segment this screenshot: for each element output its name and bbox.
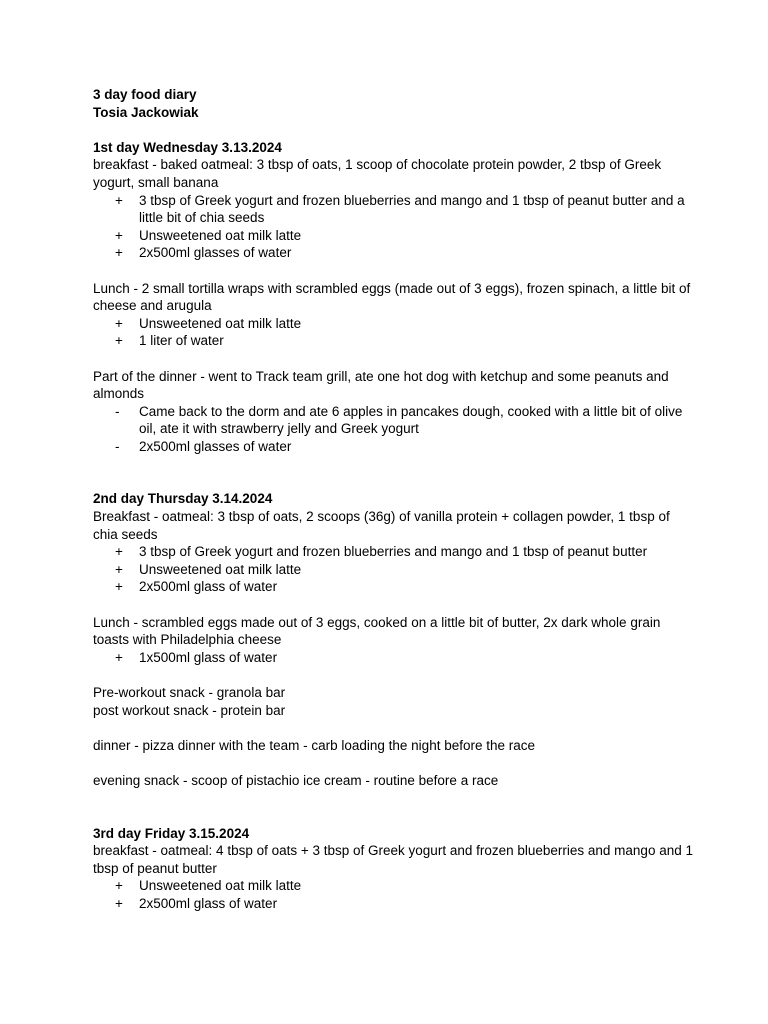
- document-body: [93, 86, 693, 913]
- list-item: + Unsweetened oat milk latte: [115, 227, 302, 243]
- bullet-marker: +: [115, 315, 123, 331]
- list-item: + Unsweetened oat milk latte: [115, 561, 302, 577]
- list-item: + 1 liter of water: [115, 333, 224, 349]
- day2-evening-snack: evening snack - scoop of pistachio ice cream - routine before a race: [93, 772, 499, 788]
- list-item: + 2x500ml glass of water: [115, 579, 278, 595]
- day1-heading: 1st day Wednesday 3.13.2024: [93, 139, 282, 155]
- list-item: - Came back to the dorm and ate 6 apples in pancakes dough, cooked with a little bit of olive oil, ate it with strawberry jelly and Greek yogurt: [115, 403, 683, 437]
- bullet-marker: +: [115, 333, 123, 349]
- document-author: Tosia Jackowiak: [93, 104, 199, 120]
- bullet-marker: +: [115, 649, 123, 665]
- list-item: + 2x500ml glasses of water: [115, 245, 292, 261]
- document-title: 3 day food diary: [93, 87, 197, 102]
- list-item: + 2x500ml glass of water: [115, 895, 278, 911]
- bullet-marker: +: [115, 544, 123, 560]
- bullet-marker: -: [115, 438, 120, 454]
- bullet-marker: +: [115, 579, 123, 595]
- list-item: + Unsweetened oat milk latte: [115, 878, 302, 894]
- day3-breakfast: breakfast - oatmeal: 4 tbsp of oats + 3 tbsp of Greek yogurt and frozen blueberries and mango and 1 tbsp of peanut butter: [93, 843, 693, 876]
- list-item: + 3 tbsp of Greek yogurt and frozen blueberries and mango and 1 tbsp of peanut butter and a little bit of chia seeds: [115, 192, 685, 226]
- bullet-marker: -: [115, 403, 120, 419]
- day2-lunch: Lunch - scrambled eggs made out of 3 eggs, cooked on a little bit of butter, 2x dark whole grain toasts with Philadelphia cheese: [93, 614, 661, 648]
- day1-dinner: Part of the dinner - went to Track team grill, ate one hot dog with ketchup and some peanuts and almonds: [93, 368, 669, 402]
- list-item: + 1x500ml glass of water: [115, 649, 278, 665]
- list-item: + 3 tbsp of Greek yogurt and frozen blueberries and mango and 1 tbsp of peanut butter: [115, 544, 648, 560]
- bullet-marker: +: [115, 895, 123, 911]
- day2-dinner: dinner - pizza dinner with the team - carb loading the night before the race: [93, 737, 536, 753]
- list-item: - 2x500ml glasses of water: [115, 438, 292, 454]
- day1-breakfast: breakfast - baked oatmeal: 3 tbsp of oats, 1 scoop of chocolate protein powder, 2 tbsp of Greek yogurt, small banana: [93, 157, 662, 190]
- day2-preworkout-snack: Pre-workout snack - granola bar: [93, 685, 286, 700]
- bullet-marker: +: [115, 245, 123, 261]
- bullet-marker: +: [115, 192, 123, 208]
- day2-breakfast: Breakfast - oatmeal: 3 tbsp of oats, 2 scoops (36g) of vanilla protein + collagen powder, 1 tbsp of chia seeds: [93, 509, 670, 542]
- day1-lunch: Lunch - 2 small tortilla wraps with scrambled eggs (made out of 3 eggs), frozen spinach, a little bit of cheese and arugula: [93, 280, 691, 314]
- day2-heading: 2nd day Thursday 3.14.2024: [93, 491, 273, 507]
- day3-heading: 3rd day Friday 3.15.2024: [93, 825, 250, 841]
- bullet-marker: +: [115, 878, 123, 894]
- bullet-marker: +: [115, 561, 123, 577]
- bullet-marker: +: [115, 227, 123, 243]
- day2-postworkout-snack: post workout snack - protein bar: [93, 702, 286, 718]
- list-item: + Unsweetened oat milk latte: [115, 315, 302, 331]
